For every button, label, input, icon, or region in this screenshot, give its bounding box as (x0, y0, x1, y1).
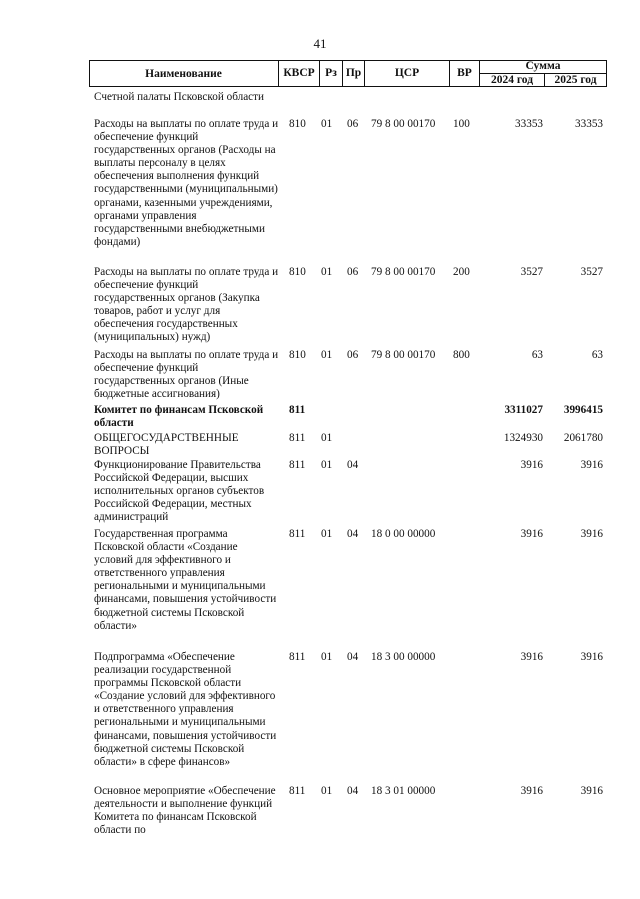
header-kvsr: КВСР (283, 67, 315, 79)
row-name: Счетной палаты Псковской области (94, 91, 265, 103)
row-csr: 18 3 00 00000 (371, 651, 436, 663)
row-vr: 800 (453, 349, 470, 361)
row-csr: 18 3 01 00000 (371, 785, 436, 797)
header-pr: Пр (345, 67, 362, 79)
row-pr: 04 (347, 651, 359, 663)
header-sum: Сумма (525, 60, 561, 72)
row-sum-2024: 63 (531, 349, 543, 361)
row-pr: 04 (347, 785, 359, 797)
row-csr: 79 8 00 00170 (371, 266, 436, 278)
row-name: Основное мероприятие «Обеспечение деятельности и выполнение функций Комитета по финансам Псковской области по (94, 785, 276, 837)
header-year-2024: 2024 год (490, 74, 534, 86)
row-name: Функционирование Правительства Российской Федерации, высших исполнительных органов субъектов Российской Федерации, местных администраций (94, 459, 265, 524)
row-sum-2024: 3311027 (504, 404, 543, 416)
row-csr: 18 0 00 00000 (371, 528, 436, 540)
row-kvsr: 810 (289, 266, 306, 278)
row-sum-2024: 3916 (520, 651, 543, 663)
row-vr: 200 (453, 266, 470, 278)
row-sum-2025: 63 (591, 349, 603, 361)
row-sum-2024: 1324930 (503, 432, 543, 444)
row-name: Комитет по финансам Псковской области (94, 404, 264, 430)
row-rz: 01 (321, 459, 333, 471)
table-header (89, 60, 607, 87)
row-sum-2025: 2061780 (563, 432, 603, 444)
row-rz: 01 (321, 528, 333, 540)
row-sum-2024: 3916 (520, 528, 543, 540)
row-kvsr: 811 (289, 432, 306, 444)
row-name: Подпрограмма «Обеспечение реализации государственной программы Псковской области «Создание условий для эффективного и ответственного управления региональными и муниципальными финансами, повышения устойчивости бюджетной системы Псковской области» в сфере финансов» (94, 651, 277, 768)
row-csr: 79 8 00 00170 (371, 118, 436, 130)
row-vr: 100 (453, 118, 470, 130)
header-csr: ЦСР (394, 67, 420, 79)
row-sum-2025: 3527 (580, 266, 603, 278)
row-name: Расходы на выплаты по оплате труда и обеспечение функций государственных органов (Закупка товаров, работ и услуг для обеспечения государственных (муниципальных) нужд) (94, 266, 279, 344)
header-year-2025: 2025 год (554, 74, 597, 86)
row-name: ОБЩЕГОСУДАРСТВЕННЫЕ ВОПРОСЫ (94, 432, 239, 458)
row-sum-2025: 3916 (580, 651, 603, 663)
row-sum-2025: 3916 (580, 528, 603, 540)
row-kvsr: 811 (289, 459, 306, 471)
row-pr: 04 (347, 528, 359, 540)
row-sum-2025: 33353 (575, 118, 603, 130)
row-sum-2025: 3916 (580, 459, 603, 471)
header-name: Наименование (145, 68, 222, 80)
row-kvsr: 811 (289, 651, 306, 663)
row-rz: 01 (321, 785, 333, 797)
row-rz: 01 (321, 349, 333, 361)
row-kvsr: 810 (289, 118, 306, 130)
header-bottom-border (89, 86, 607, 87)
row-csr: 79 8 00 00170 (371, 349, 436, 361)
row-name: Расходы на выплаты по оплате труда и обеспечение функций государственных органов (Расходы на выплаты персоналу в целях обеспечения выполнения функций государственными (муниципальными) органами, казенными учреждениями, органами управления государственными внебюджетными фондами) (94, 118, 279, 248)
row-sum-2024: 3916 (520, 785, 543, 797)
row-rz: 01 (321, 432, 333, 444)
row-sum-2024: 33353 (515, 118, 543, 130)
row-kvsr: 811 (289, 785, 306, 797)
row-rz: 01 (321, 266, 333, 278)
row-sum-2025: 3996415 (563, 404, 603, 416)
row-sum-2024: 3916 (520, 459, 543, 471)
row-kvsr: 811 (289, 404, 306, 416)
row-sum-2024: 3527 (520, 266, 543, 278)
row-rz: 01 (321, 651, 333, 663)
header-rz: Рз (325, 67, 337, 79)
row-name: Государственная программа Псковской области «Создание условий для эффективного и ответственного управления региональными и муниципальными финансами, повышения устойчивости бюджетной системы Псковской области» (94, 528, 277, 632)
row-pr: 06 (347, 118, 359, 130)
row-kvsr: 811 (289, 528, 306, 540)
row-pr: 06 (347, 266, 359, 278)
row-pr: 06 (347, 349, 359, 361)
row-name: Расходы на выплаты по оплате труда и обеспечение функций государственных органов (Иные бюджетные ассигнования) (94, 349, 279, 401)
header-vr: ВР (457, 67, 472, 79)
row-pr: 04 (347, 459, 359, 471)
row-kvsr: 810 (289, 349, 306, 361)
row-rz: 01 (321, 118, 333, 130)
row-sum-2025: 3916 (580, 785, 603, 797)
page-number: 41 (313, 36, 327, 51)
